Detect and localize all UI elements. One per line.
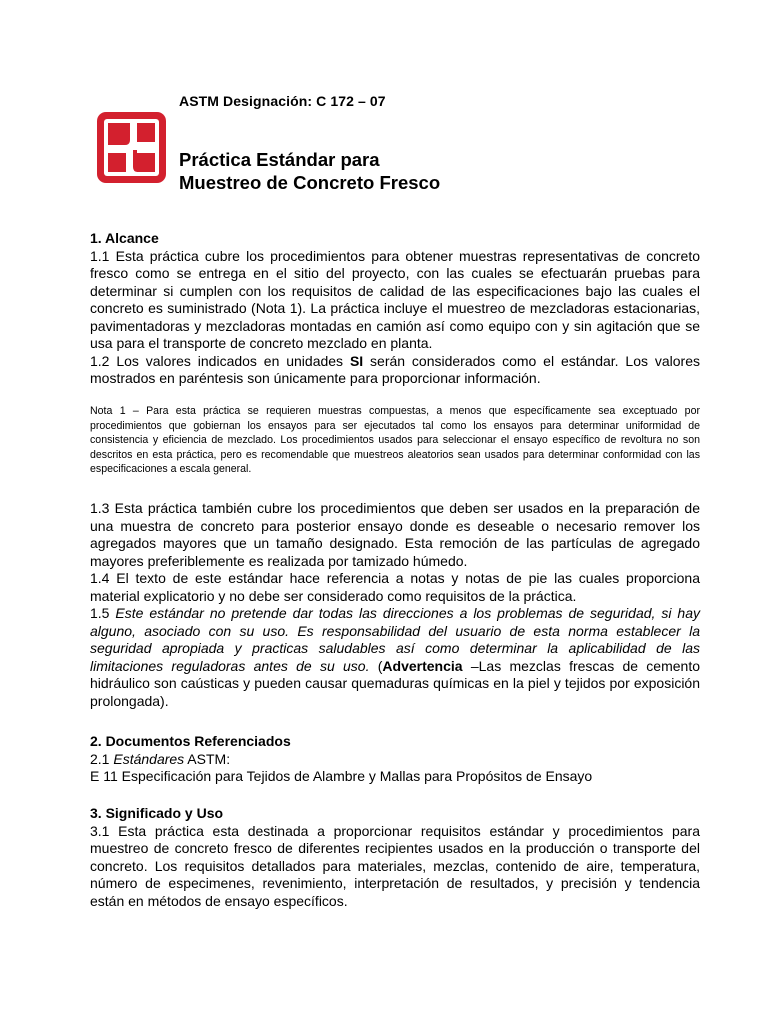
p12-text-a: 1.2 Los valores indicados en unidades	[90, 352, 350, 369]
title-line-2: Muestreo de Concreto Fresco	[179, 172, 441, 193]
reference-e11: E 11 Especificación para Tejidos de Alambre y Mallas para Propósitos de Ensayo	[90, 768, 593, 784]
p15-safety-italic: Este estándar no pretende dar todas las direcciones a los problemas de seguridad, si hay alguno, asociado con su uso. Es responsabilidad del usuario de esta norma establecer la seguridad apropiada y practicas saludables así como determinar la aplicabilidad de las limitaciones reguladoras antes de su uso.	[90, 605, 700, 674]
paragraph-3-1: 3.1 Esta práctica esta destinada a proporcionar requisitos estándar y procedimientos para muestreo de concreto fresco de diferentes recipientes usados en la producción o transporte del concreto. Los requisitos detallados para materiales, mezclas, contenido de aire, temperatura, número de especimenes, revenimiento, interpretación de resultados, y precisión y tendencia están en métodos de ensayo específicos.	[90, 822, 700, 909]
p21-number: 2.1	[90, 750, 114, 767]
astm-designation: ASTM Designación: C 172 – 07	[179, 93, 386, 109]
paragraph-1-3: 1.3 Esta práctica también cubre los procedimientos que deben ser usados en la preparación de una muestra de concreto para posterior ensayo donde es deseable o necesario remover los agregados mayores que un tamaño designado. Esta remoción de las partículas de agregado mayores preferiblemente es realizada por tamizado húmedo.	[90, 500, 700, 569]
paragraph-1-4: 1.4 El texto de este estándar hace referencia a notas y notas de pie las cuales proporciona material explicatorio y no debe ser considerado como requisitos de la práctica.	[90, 570, 700, 604]
paragraph-1-2	[90, 353, 700, 388]
section-alcance-continued	[90, 500, 700, 710]
section-heading-significado: 3. Significado y Uso	[90, 805, 224, 821]
note-1	[90, 404, 700, 477]
warning-label: Advertencia	[382, 657, 463, 674]
section-heading-alcance: 1. Alcance	[90, 230, 159, 246]
p15-open: (	[369, 657, 383, 674]
si-units: SI	[349, 352, 364, 369]
astm-logo	[96, 111, 167, 184]
section-heading-documentos: 2. Documentos Referenciados	[90, 733, 291, 749]
paragraph-2-1	[90, 751, 700, 769]
p21-italic: Estándares	[113, 750, 185, 767]
p15-number: 1.5	[90, 605, 116, 621]
document-title	[179, 148, 440, 194]
p12-text-c: serán considerados como el estándar. Los valores mostrados en paréntesis son únicamente para proporcionar información.	[90, 352, 700, 386]
paragraph-1-5	[90, 605, 700, 710]
section-significado	[90, 805, 700, 910]
section-alcance	[90, 230, 700, 388]
title-line-1: Práctica Estándar para	[179, 149, 380, 170]
paragraph-1-1: 1.1 Esta práctica cubre los procedimientos para obtener muestras representativas de concreto fresco como se entrega en el sitio del proyecto, con las cuales se efectuarán pruebas para determinar si cumplen con los requisitos de calidad de las especificaciones bajo las cuales el concreto es suministrado (Nota 1). La práctica incluye el muestreo de mezcladoras estacionarias, pavimentadoras y mezcladoras montadas en camión así como equipo con y sin agitación que se usa para el transporte de concreto mezclado en planta.	[90, 247, 700, 351]
p21-rest: ASTM:	[184, 750, 231, 767]
p15-warning-text: –Las mezclas frescas de cemento hidráulico son caústicas y pueden causar quemaduras químicas en la piel y tejidos por exposición prolongada).	[90, 657, 701, 709]
section-documentos	[90, 733, 700, 786]
note-1-text: Nota 1 – Para esta práctica se requieren muestras compuestas, a menos que específicamente sea exceptuado por procedimientos que gobiernan los ensayos para ser ejecutados tal como los ensayos para determinar uniformidad de consistencia y eficiencia de mezclado. Los procedimientos usados para seleccionar el ensayo específico de revoltura no son descritos en esta práctica, pero es recomendable que muestreos aleatorios sean usados para determinar conformidad con las especificaciones a escala general.	[90, 405, 700, 475]
